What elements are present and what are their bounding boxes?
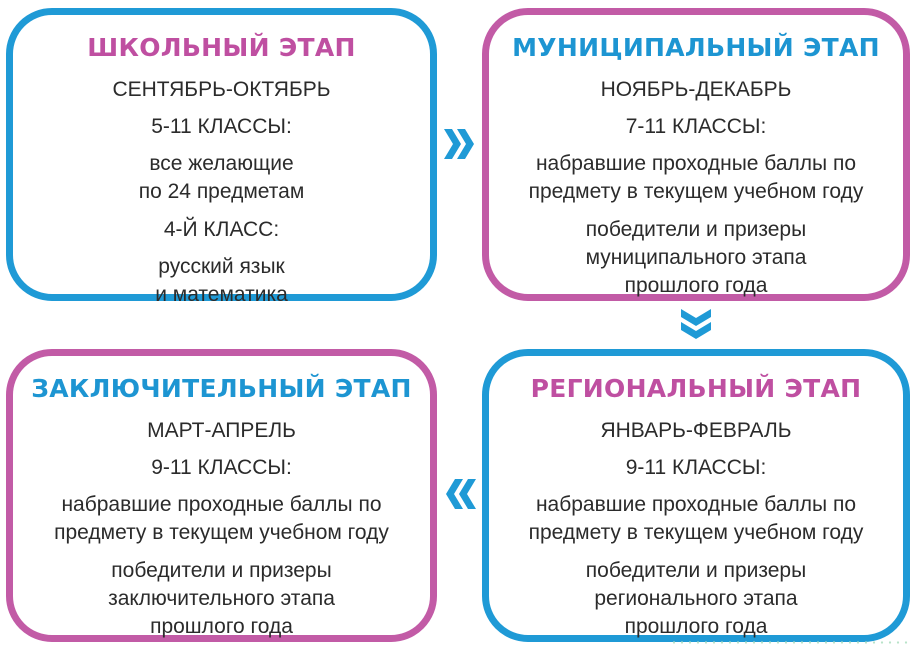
stage-req-line: предмету в текущем учебном году [528, 180, 864, 203]
stage-req-line: предмету в текущем учебном году [54, 521, 389, 544]
stage-req-line: заключительного этапа [108, 587, 335, 610]
decorative-dot-line [670, 641, 910, 644]
stage-grades-municipal: 7-11 КЛАССЫ: [625, 115, 767, 138]
stage-grades-regional: 9-11 КЛАССЫ: [625, 456, 767, 479]
stage-grades-final: 9-11 КЛАССЫ: [151, 456, 292, 479]
stage-req-line: победители и призеры [111, 559, 332, 582]
stage-desc-school-a [125, 150, 319, 206]
stage-period-school: СЕНТЯБРЬ-ОКТЯБРЬ [112, 78, 331, 101]
stage-req-line: набравшие проходные баллы по [61, 493, 382, 516]
stage-desc-line: по 24 предметам [138, 180, 305, 203]
stage-desc-line: все желающие [149, 152, 294, 175]
stage-title-school: ШКОЛЬНЫЙ ЭТАП [87, 33, 356, 62]
stage-grades-school: 5-11 КЛАССЫ: [151, 115, 292, 138]
stage-req-final-2 [94, 557, 349, 641]
stage-req-regional-1 [515, 491, 878, 547]
stage-req-regional-2 [572, 557, 820, 641]
double-chevron-left-icon [442, 477, 478, 511]
stage-desc-line: и математика [155, 283, 288, 306]
stage-req-municipal-2 [572, 216, 821, 300]
stage-title-final: ЗАКЛЮЧИТЕЛЬНЫЙ ЭТАП [31, 374, 412, 403]
double-chevron-down-icon [679, 307, 713, 343]
stage-desc-line: русский язык [158, 255, 285, 278]
stage-req-line: муниципального этапа [585, 246, 807, 269]
stage-card-final [6, 349, 437, 642]
stage-req-line: победители и призеры [585, 559, 807, 582]
stage-req-line: прошлого года [150, 615, 293, 638]
stage-desc-school-b [141, 253, 302, 309]
stage-card-regional [482, 349, 910, 642]
stage-grades-school-4: 4-Й КЛАСС: [163, 218, 280, 241]
stage-req-line: регионального этапа [594, 587, 798, 610]
stage-period-municipal: НОЯБРЬ-ДЕКАБРЬ [600, 78, 792, 101]
stage-period-regional: ЯНВАРЬ-ФЕВРАЛЬ [600, 419, 792, 442]
stage-req-municipal-1 [515, 150, 878, 206]
stage-req-line: победители и призеры [585, 218, 807, 241]
stage-period-final: МАРТ-АПРЕЛЬ [147, 419, 296, 442]
stage-title-regional: РЕГИОНАЛЬНЫЙ ЭТАП [530, 374, 862, 403]
stage-card-school [6, 8, 437, 306]
stage-req-line: прошлого года [624, 274, 768, 297]
stage-title-municipal: МУНИЦИПАЛЬНЫЙ ЭТАП [512, 33, 880, 62]
stage-req-line: прошлого года [624, 615, 768, 638]
stage-card-municipal [482, 8, 910, 301]
double-chevron-right-icon [442, 127, 478, 161]
stage-req-final-1 [40, 491, 403, 547]
stage-req-line: предмету в текущем учебном году [528, 521, 864, 544]
stage-req-line: набравшие проходные баллы по [535, 493, 857, 516]
stage-req-line: набравшие проходные баллы по [535, 152, 857, 175]
